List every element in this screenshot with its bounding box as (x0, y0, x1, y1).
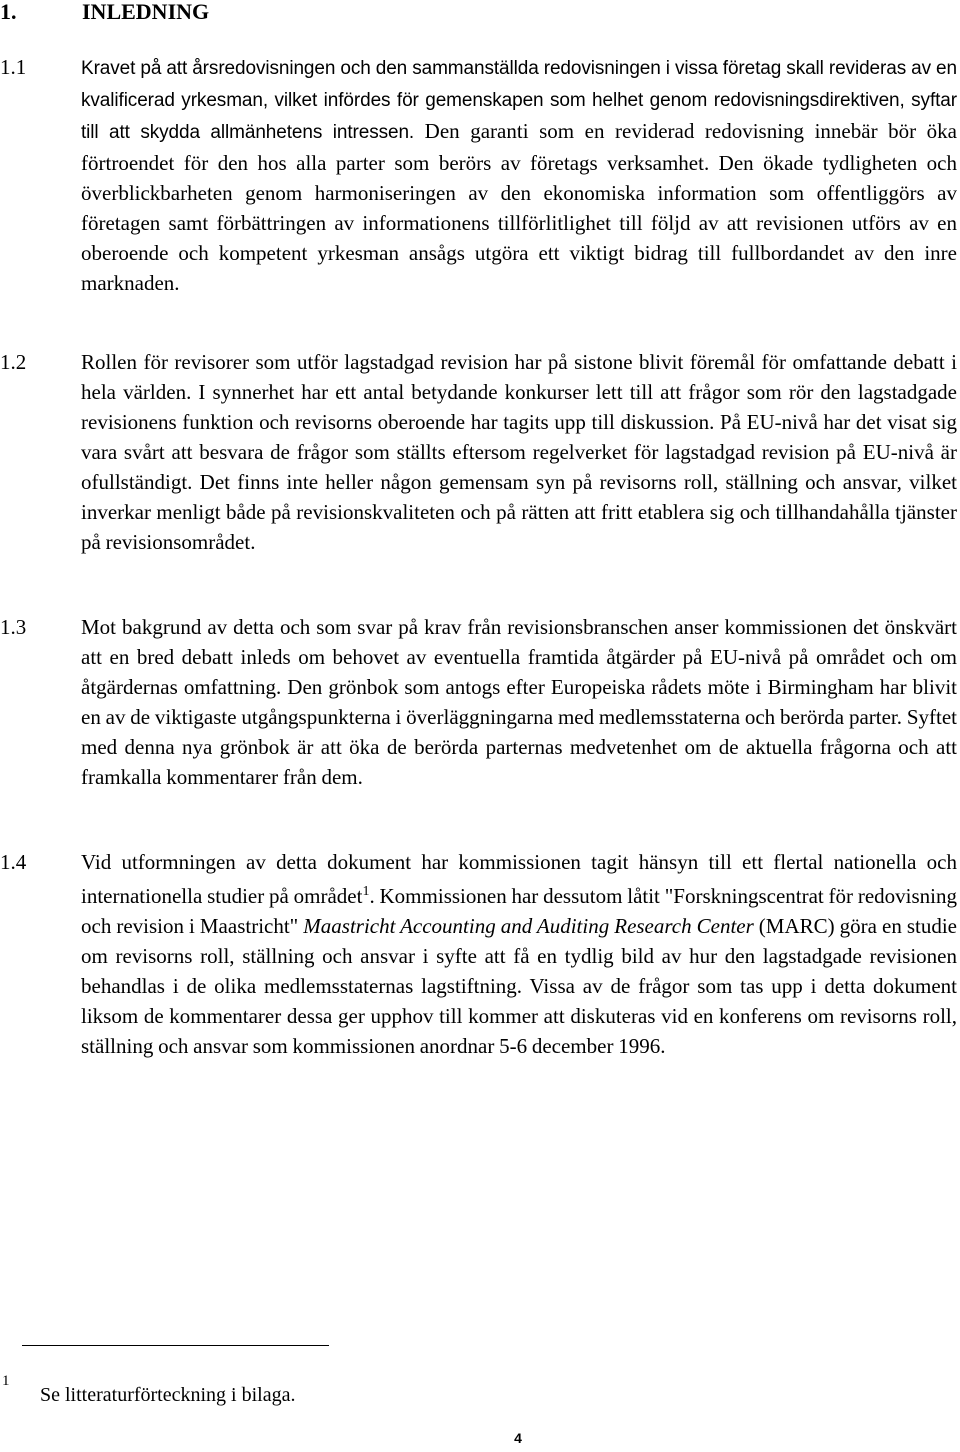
paragraph-number: 1.4 (0, 850, 27, 874)
paragraph-1-3 (0, 612, 957, 792)
footnote-number: 1 (2, 1373, 10, 1389)
paragraph-number: 1.2 (0, 350, 27, 374)
footnote-reference[interactable]: 1 (362, 884, 370, 899)
paragraph-text: Mot bakgrund av detta och som svar på krav från revisionsbranschen anser kommissionen det önskvärt att en bred debatt inleds om behovet av eventuella framtida åtgärder på EU-nivå på området och om åtgärdernas omfattning. Den grönbok som antogs efter Europeiska rådets möte i Birmingham har blivit en av de viktigaste utgångspunkterna i överläggningarna med medlemsstaterna och berörda parter. Syftet med denna nya grönbok är att öka de berörda parternas medvetenhet om de aktuella frågorna och att framkalla kommentarer från dem. (81, 615, 957, 789)
paragraph-text (81, 52, 957, 298)
section-number: 1. (0, 0, 17, 24)
footnote-text: Se litteraturförteckning i bilaga. (40, 1384, 296, 1406)
paragraph-1-2 (0, 347, 957, 557)
paragraph-text-end: (MARC) göra en studie om revisorns roll, ställning och ansvar i syfte att få en tydlig bild av hur den lagstadgade revisionen behandlas i de olika medlemsstaternas lagstiftning. Vissa av de frågor som tas upp i detta dokument liksom de kommentarer dessa ger upphov till kommer att diskuteras vid en konferens om revisorns roll, ställning och ansvar som kommissionen anordnar 5-6 december 1996. (81, 914, 958, 1058)
page-number: 4 (514, 1430, 522, 1446)
paragraph-1-1 (0, 52, 957, 298)
paragraph-text (81, 847, 957, 1061)
paragraph-number: 1.1 (0, 55, 27, 79)
paragraph-text-continued: . Kommissionen har dessutom låtit "Forskningscentrat för redovisning och revision i Maastricht" (81, 884, 957, 938)
paragraph-text-body: Vid utformningen av detta dokument har kommissionen tagit hänsyn till ett flertal nationella och internationella studier på området (81, 850, 957, 908)
section-heading (0, 0, 209, 27)
paragraph-text: Rollen för revisorer som utför lagstadgad revision har på sistone blivit föremål för omfattande debatt i hela världen. I synnerhet har ett antal betydande konkurser lett till att frågor som rör den lagstadgade revisionens funktion och revisorns oberoende har tagits upp till diskussion. På EU-nivå har det visat sig vara svårt att besvara de frågor som ställts eftersom regelverket för lagstadgad revision på EU-nivå är ofullständigt. Det finns inte heller någon gemensam syn på revisorns roll, ställning och ansvar, vilket inverkar menligt både på revisionskvaliteten och på rätten att fritt etablera sig och tillhandahålla tjänster på revisionsområdet. (81, 350, 957, 554)
paragraph-text-body: Den garanti som en reviderad redovisning innebär bör öka förtroendet för den hos alla parter som berörs av företags verksamhet. Den ökade tydligheten och överblickbarheten genom harmoniseringen av den ekonomiska information som offentliggörs av företagen samt förbättringen av informationens tillförlitlighet till följd av att revisionen utförs av en oberoende och kompetent yrkesman ansågs utgöra ett viktigt bidrag till fullbordandet av den inre marknaden. (81, 119, 958, 295)
italic-name: Maastricht Accounting and Auditing Research Center (303, 914, 754, 938)
paragraph-1-4 (0, 847, 957, 1061)
section-title: INLEDNING (82, 0, 210, 24)
footnote-divider (22, 1345, 329, 1346)
paragraph-number: 1.3 (0, 615, 27, 639)
paragraph-sans-text: Kravet på att årsredovisningen och den sammanställda redovisningen i vissa företag skall revideras av en kvalificerad yrkesman, vilket infördes för gemenskapen som helhet genom redovisningsdirektiven, syftar till att skydda allmänhetens intressen. (81, 58, 957, 143)
